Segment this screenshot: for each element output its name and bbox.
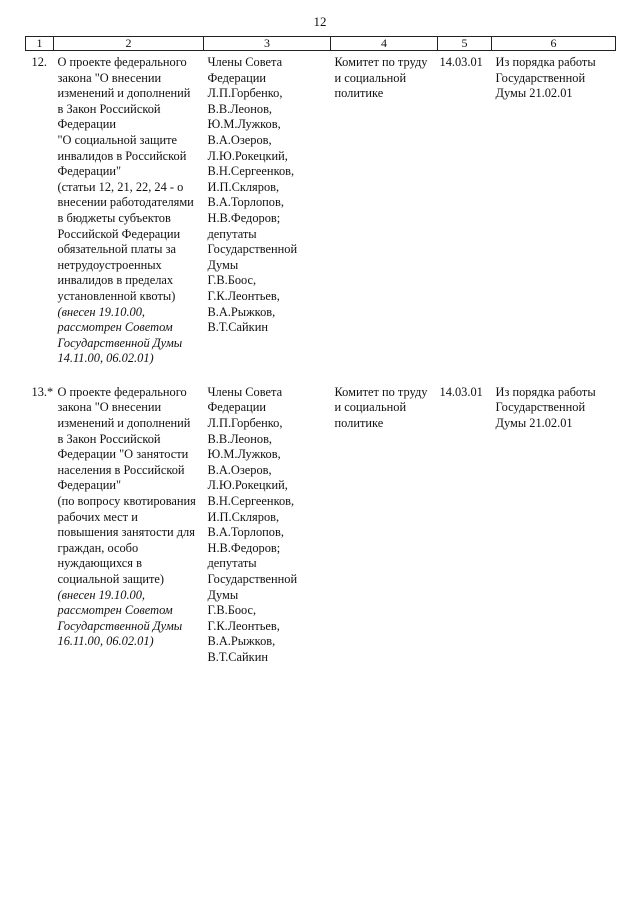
author-line: Федерации [207,70,267,85]
bill-status-note-line: Государственной Думы [57,335,183,350]
bill-title-line: рабочих мест и [57,509,138,524]
bill-title-line: в Закон Российской [57,431,161,446]
bill-status-note-line: рассмотрен Советом [57,603,173,618]
column-number-4: 4 [331,37,438,51]
author-line: Члены Совета [207,55,283,69]
column-number-2: 2 [54,37,204,51]
author-line: Г.В.Боос, [207,273,257,288]
bill-title-line: Федерации [57,117,117,132]
bill-title-line: в бюджеты субъектов [57,210,171,225]
bill-status-note-line: Государственной Думы [57,618,183,633]
author-line: Л.Ю.Рокецкий, [207,148,288,163]
author-line: Члены Совета [207,384,283,399]
author-line: Г.К.Леонтьев, [207,618,280,633]
author-line: Ю.М.Лужков, [207,447,281,462]
author-line: Федерации [207,400,267,415]
author-line: И.П.Скляров, [207,179,280,194]
author-line: Думы [207,587,239,602]
bill-title-line: "О социальной защите [57,132,178,147]
author-line: В.Н.Сергеенков, [207,164,295,179]
bill-title-line: закона "О внесении [57,400,162,415]
bill-title-line: внесении работодателями [57,195,194,210]
bill-title-line: граждан, особо [57,540,139,555]
source-line: Думы 21.02.01 [495,86,573,101]
bill-title-line: О проекте федерального [57,384,187,399]
author-line: В.В.Леонов, [207,431,273,446]
bill-title-line: инвалидов в пределах [57,273,174,288]
bill-title-line: нетрудоустроенных [57,257,162,272]
author-line: Думы [207,257,239,272]
date-cell: 14.03.01 [439,55,483,69]
bill-title-cell [54,51,204,367]
row-number: 12. [31,55,47,69]
bill-authors-cell [204,51,331,367]
committee-line: политике [334,416,384,431]
table-row [26,367,616,666]
author-line: В.В.Леонов, [207,101,273,116]
author-line: Г.К.Леонтьев, [207,288,280,303]
author-line: В.А.Торлопов, [207,525,284,540]
bill-status-note-line: 14.11.00, 06.02.01) [57,351,154,366]
source-line: Думы 21.02.01 [495,416,573,431]
author-line: В.Н.Сергеенков, [207,494,295,509]
committee-line: и социальной [334,70,407,85]
column-number-5: 5 [438,37,492,51]
author-line: Государственной [207,242,298,257]
author-line: Л.П.Горбенко, [207,86,283,101]
author-line: Л.Ю.Рокецкий, [207,478,288,493]
bill-title-line: нуждающихся в [57,556,142,571]
bill-title-line: закона "О внесении [57,70,162,85]
column-number-3: 3 [204,37,331,51]
committee-line: и социальной [334,400,407,415]
column-number-header-row [26,37,616,51]
author-line: Н.В.Федоров; [207,540,281,555]
bills-table [25,36,616,666]
source-cell [492,367,616,666]
author-line: Государственной [207,572,298,586]
table-row [26,51,616,367]
author-line: В.Т.Сайкин [207,320,268,335]
bill-title-cell [54,367,204,666]
author-line: В.А.Озеров, [207,462,272,477]
author-line: В.А.Рыжков, [207,304,276,319]
source-cell [492,51,616,367]
bill-status-note-line: 16.11.00, 06.02.01) [57,634,154,649]
author-line: В.А.Озеров, [207,132,272,147]
row-number: 13.* [31,384,54,399]
author-line: Н.В.Федоров; [207,210,281,225]
committee-cell [331,51,438,367]
bill-title-line: повышения занятости для [57,525,195,540]
bill-title-line: (по вопросу квотирования [57,494,196,509]
author-line: Г.В.Боос, [207,603,257,618]
author-line: депутаты [207,226,257,241]
bill-title-line: изменений и дополнений [57,416,191,431]
author-line: депутаты [207,556,257,571]
bill-title-line: инвалидов в Российской [57,148,187,163]
bill-status-note-line: (внесен 19.10.00, [57,304,146,319]
bill-title-line: обязательной платы за [57,242,176,257]
bill-title-line: Федерации" [57,478,122,493]
bill-status-note-line: (внесен 19.10.00, [57,587,146,602]
bill-title-line: в Закон Российской [57,101,161,116]
column-number-1: 1 [26,37,54,51]
committee-line: Комитет по труду [334,384,428,399]
author-line: И.П.Скляров, [207,509,280,524]
committee-cell [331,367,438,666]
date-cell: 14.03.01 [439,384,483,399]
bill-title-line: О проекте федерального [57,55,187,69]
bill-title-line: населения в Российской [57,462,185,477]
page-number: 12 [313,14,327,29]
bill-status-note-line: рассмотрен Советом [57,320,173,335]
author-line: Л.П.Горбенко, [207,416,283,431]
author-line: В.А.Рыжков, [207,634,276,649]
column-number-6: 6 [492,37,616,51]
bill-title-line: Федерации "О занятости [57,447,189,462]
source-line: Государственной [495,400,586,415]
author-line: Ю.М.Лужков, [207,117,281,132]
author-line: В.А.Торлопов, [207,195,284,210]
committee-line: Комитет по труду [334,55,428,69]
bill-title-line: Федерации" [57,164,122,179]
bill-title-line: изменений и дополнений [57,86,191,101]
source-line: Из порядка работы [495,55,596,69]
bill-title-line: (статьи 12, 21, 22, 24 - о [57,179,184,194]
bill-title-line: Российской Федерации [57,226,181,241]
author-line: В.Т.Сайкин [207,649,268,664]
bill-title-line: установленной квоты) [57,288,176,303]
committee-line: политике [334,86,384,101]
bill-authors-cell [204,367,331,666]
source-line: Государственной [495,70,586,85]
source-line: Из порядка работы [495,384,596,399]
bill-title-line: социальной защите) [57,572,165,586]
